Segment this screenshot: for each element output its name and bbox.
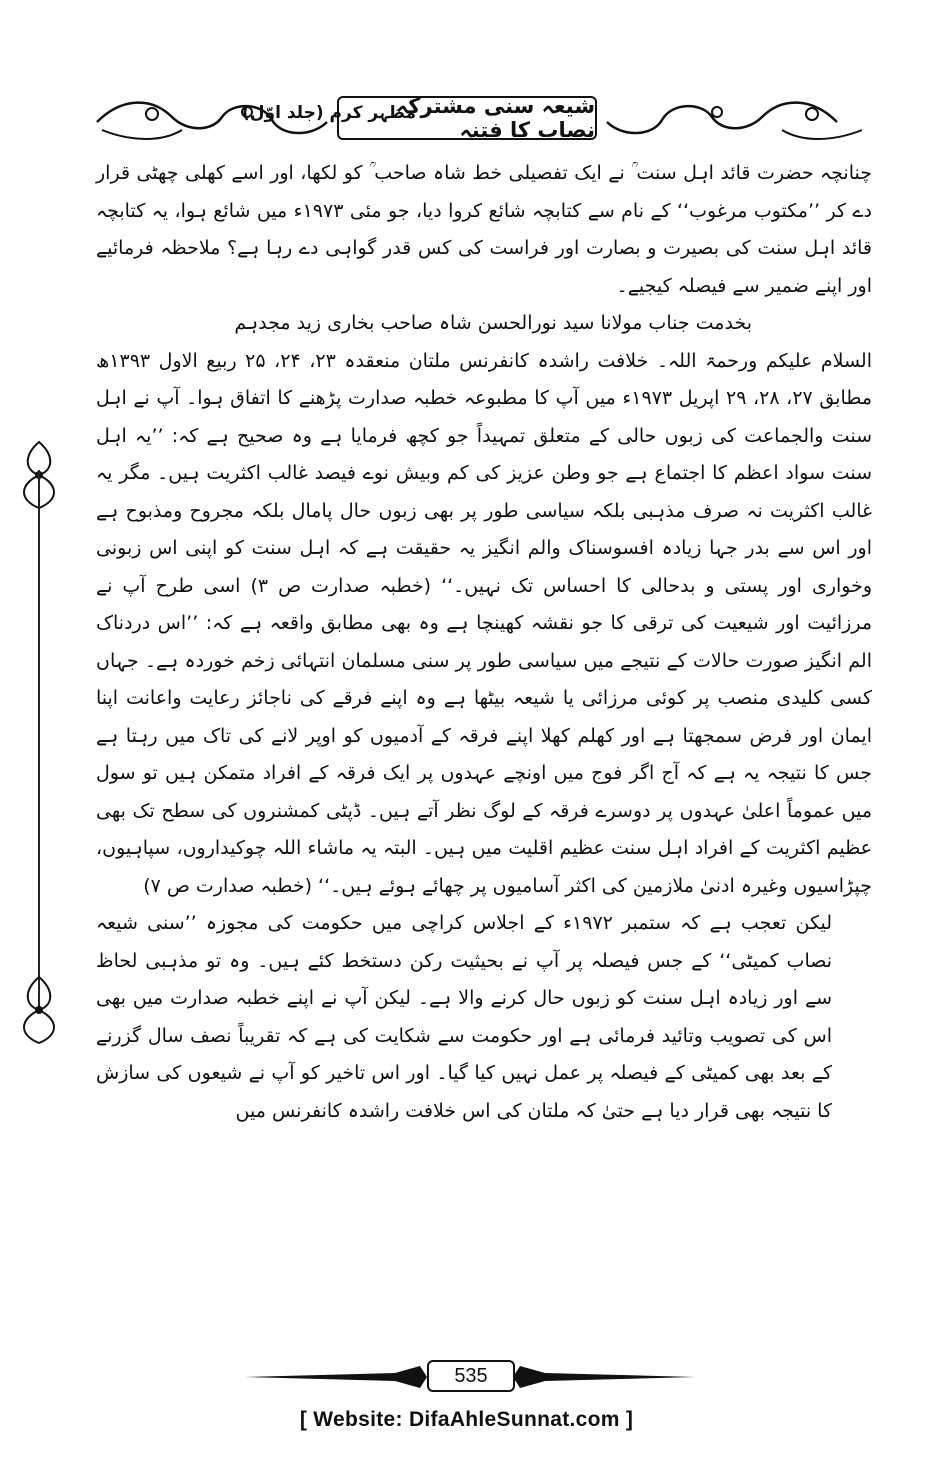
page-number-box: [427, 1360, 515, 1392]
letter-paragraph: السلام علیکم ورحمۃ اللہ۔ خلافت راشدہ کانفرنس ملتان منعقدہ ۲۳، ۲۴، ۲۵ ربیع الاول ۱۳۹۳ھ مطابق ۲۷، ۲۸، ۲۹ اپریل ۱۹۷۳ء میں آپ کا مطبوعہ خطبہ صدارت پڑھنے کا اتفاق ہوا۔ آپ نے اہل سنت والجماعت کی زبوں حالی کے متعلق تمہیداً جو کچھ فرمایا ہے وہ صحیح ہے کہ: ’’یہ اہل سنت سواد اعظم کا اجتماع ہے جو وطن عزیز کی کم وبیش نوے فیصد غالب اکثریت ہیں۔ مگر یہ غالب اکثریت نہ صرف مذہبی بلکہ سیاسی طور پر بھی زبوں حال پامال بلکہ مجروح ومذبوح ہے اور اس سے بدر جہا زیادہ افسوسناک والم انگیز یہ حقیقت ہے کہ اہل سنت کو اپنی اس زبونی وخواری اور پستی و بدحالی کا احساس تک نہیں۔‘‘ (خطبہ صدارت ص ۳) اسی طرح آپ نے مرزائیت اور شیعیت کی ترقی کا جو نقشہ کھینچا ہے وہ بھی مطابق واقعہ ہے کہ: ’’اس دردناک الم انگیز صورت حالات کے نتیجے میں سیاسی طور پر سنی مسلمان انتہائی زخم خوردہ ہے۔ جہاں کسی کلیدی منصب پر کوئی مرزائی یا شیعہ بیٹھا ہے وہ اپنے فرقے کی ناجائز رعایت واعانت اپنا ایمان اور فرض سمجھتا ہے اور کھلم کھلا اپنے فرقہ کے آدمیوں کو اوپر لانے کی تاک میں رہتا ہے جس کا نتیجہ یہ ہے کہ آج اگر فوج میں اونچے عہدوں پر ایک فرقہ کے افراد متمکن ہیں تو سول میں عموماً اعلیٰ عہدوں پر دوسرے فرقہ کے لوگ نظر آتے ہیں۔ ڈپٹی کمشنروں کی سطح تک بھی عظیم اکثریت کے افراد اہل سنت عظیم اقلیت میں ہیں۔ البتہ یہ ماشاء اللہ چوکیداروں، سپاہیوں، چپڑاسیوں وغیرہ ادنیٰ ملازمین کی اکثر آسامیوں پر چھائے ہوئے ہیں۔‘‘ (خطبہ صدارت ص ۷): [96, 349, 873, 897]
website-footer: [ Website: DifaAhleSunnat.com ]: [299, 1408, 634, 1431]
margin-ornament-bottom-icon: [14, 975, 64, 1045]
page-number: 535: [454, 1364, 488, 1387]
page-body: [96, 155, 872, 1130]
volume-label: مظہر کرم (جلد اوّل): [242, 103, 416, 123]
page-header: [92, 92, 872, 150]
chapter-title: شیعہ سنی مشترکہ نصاب کا فتنہ: [396, 94, 595, 142]
header-title-box: [337, 96, 597, 140]
closing-paragraph: لیکن تعجب ہے کہ ستمبر ۱۹۷۲ء کے اجلاس کراچی میں حکومت کی مجوزہ ’’سنی شیعہ نصاب کمیٹی‘‘ کے جس فیصلہ پر آپ نے بحیثیت رکن دستخط کئے ہیں۔ وہ تو مذہبی لحاظ سے اور زیادہ اہل سنت کو زبوں حال کرنے والا ہے۔ لیکن آپ نے اپنے خطبہ صدارت میں بھی اس کی تصویب وتائید فرمائی ہے اور حکومت سے شکایت کی ہے کہ تقریباً نصف سال گزرنے کے بعد بھی کمیٹی کے فیصلہ پر عمل نہیں کیا گیا۔ اور اس تاخیر کو آپ نے شیعوں کی سازش کا نتیجہ بھی قرار دیا ہے حتیٰ کہ ملتان کی اس خلافت راشدہ کانفرنس میں: [96, 912, 832, 1122]
intro-paragraph: چنانچہ حضرت قائد اہل سنت ؒ نے ایک تفصیلی خط شاہ صاحب ؒ کو لکھا، اور اسے کھلی چھٹی قرار دے کر ’’مکتوب مرغوب‘‘ کے نام سے کتابچہ شائع کروا دیا، جو مئی ۱۹۷۳ء میں شائع ہوا، یہ کتابچہ قائد اہل سنت کی بصیرت و بصارت اور فراست کی کس قدر گواہی دے رہا ہے؟ ملاحظہ فرمائیے اور اپنے ضمیر سے فیصلہ کیجیے۔: [96, 162, 872, 297]
margin-bracket: [38, 470, 40, 1010]
dedication-line: بخدمت جناب مولانا سید نورالحسن شاہ صاحب بخاری زید مجدہم: [234, 312, 752, 334]
